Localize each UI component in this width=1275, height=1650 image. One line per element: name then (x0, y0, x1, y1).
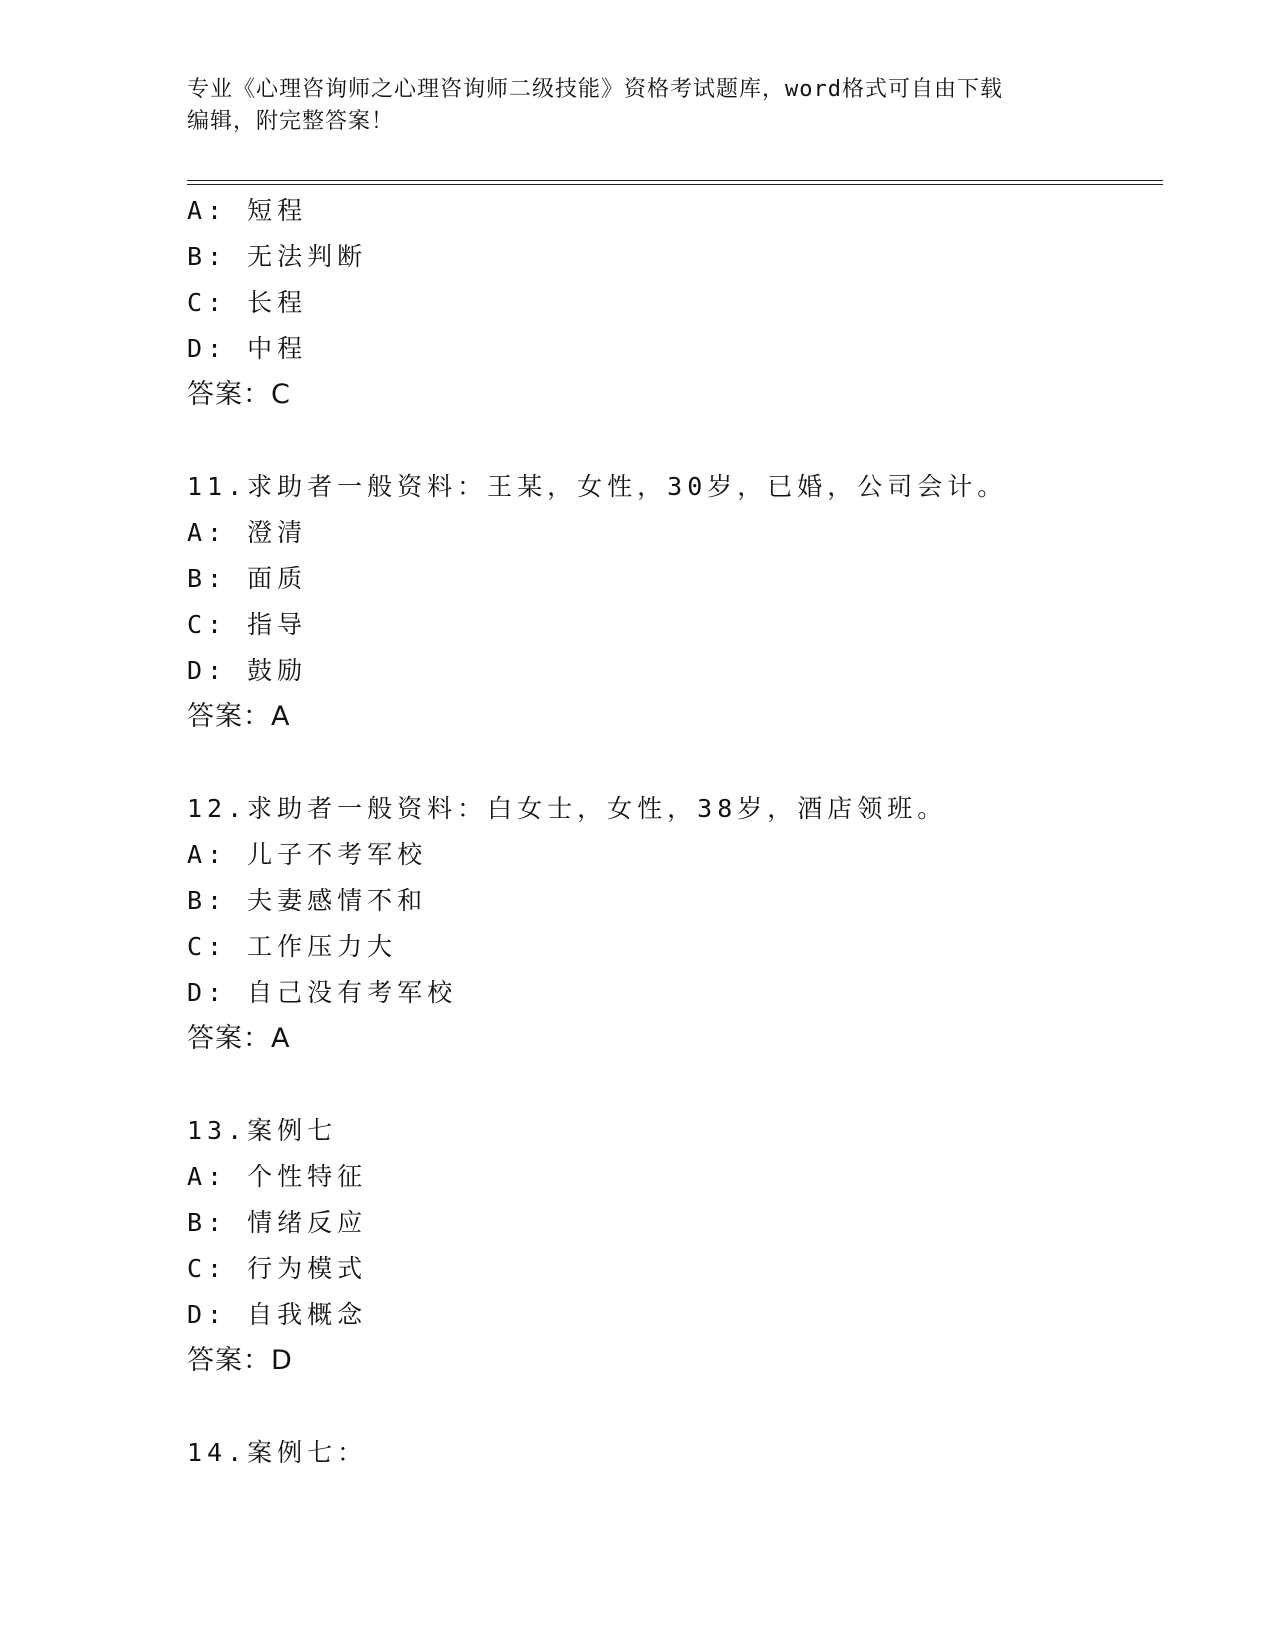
answer-line: 答案：A (187, 1023, 291, 1054)
answer-line: 答案：D (187, 1345, 293, 1376)
question-text: 11.求助者一般资料：王某，女性，30岁，已婚，公司会计。 (187, 472, 1008, 501)
header-line-2: 编辑，附完整答案！ (187, 109, 395, 134)
spacer (187, 418, 1163, 464)
question-block-11 (187, 464, 1163, 740)
option-a: A: 短程 (187, 196, 308, 225)
question-text: 13.案例七 (187, 1116, 338, 1145)
question-list (187, 188, 1163, 1476)
option-b: B: 夫妻感情不和 (187, 886, 428, 915)
option-b: B: 面质 (187, 564, 308, 593)
question-block-10 (187, 188, 1163, 418)
question-text: 14.案例七： (187, 1438, 368, 1467)
question-block-13 (187, 1108, 1163, 1384)
question-block-12 (187, 786, 1163, 1062)
spacer (187, 740, 1163, 786)
option-a: A: 儿子不考军校 (187, 840, 428, 869)
question-text: 12.求助者一般资料：白女士，女性，38岁，酒店领班。 (187, 794, 948, 823)
option-b: B: 无法判断 (187, 242, 368, 271)
header-line-1: 专业《心理咨询师之心理咨询师二级技能》资格考试题库，word格式可自由下载 (187, 77, 1003, 102)
option-c: C: 指导 (187, 610, 308, 639)
header-divider-bottom (187, 184, 1163, 185)
document-header (187, 74, 1087, 138)
question-block-14 (187, 1430, 1163, 1476)
spacer (187, 1062, 1163, 1108)
option-d: D: 鼓励 (187, 656, 308, 685)
option-c: C: 行为模式 (187, 1254, 368, 1283)
option-d: D: 中程 (187, 334, 308, 363)
option-b: B: 情绪反应 (187, 1208, 368, 1237)
option-c: C: 工作压力大 (187, 932, 398, 961)
header-divider-top (187, 180, 1163, 181)
option-d: D: 自我概念 (187, 1300, 368, 1329)
answer-line: 答案：A (187, 701, 291, 732)
spacer (187, 1384, 1163, 1430)
option-c: C: 长程 (187, 288, 308, 317)
option-d: D: 自己没有考军校 (187, 978, 458, 1007)
answer-line: 答案：C (187, 379, 291, 410)
option-a: A: 澄清 (187, 518, 308, 547)
option-a: A: 个性特征 (187, 1162, 368, 1191)
